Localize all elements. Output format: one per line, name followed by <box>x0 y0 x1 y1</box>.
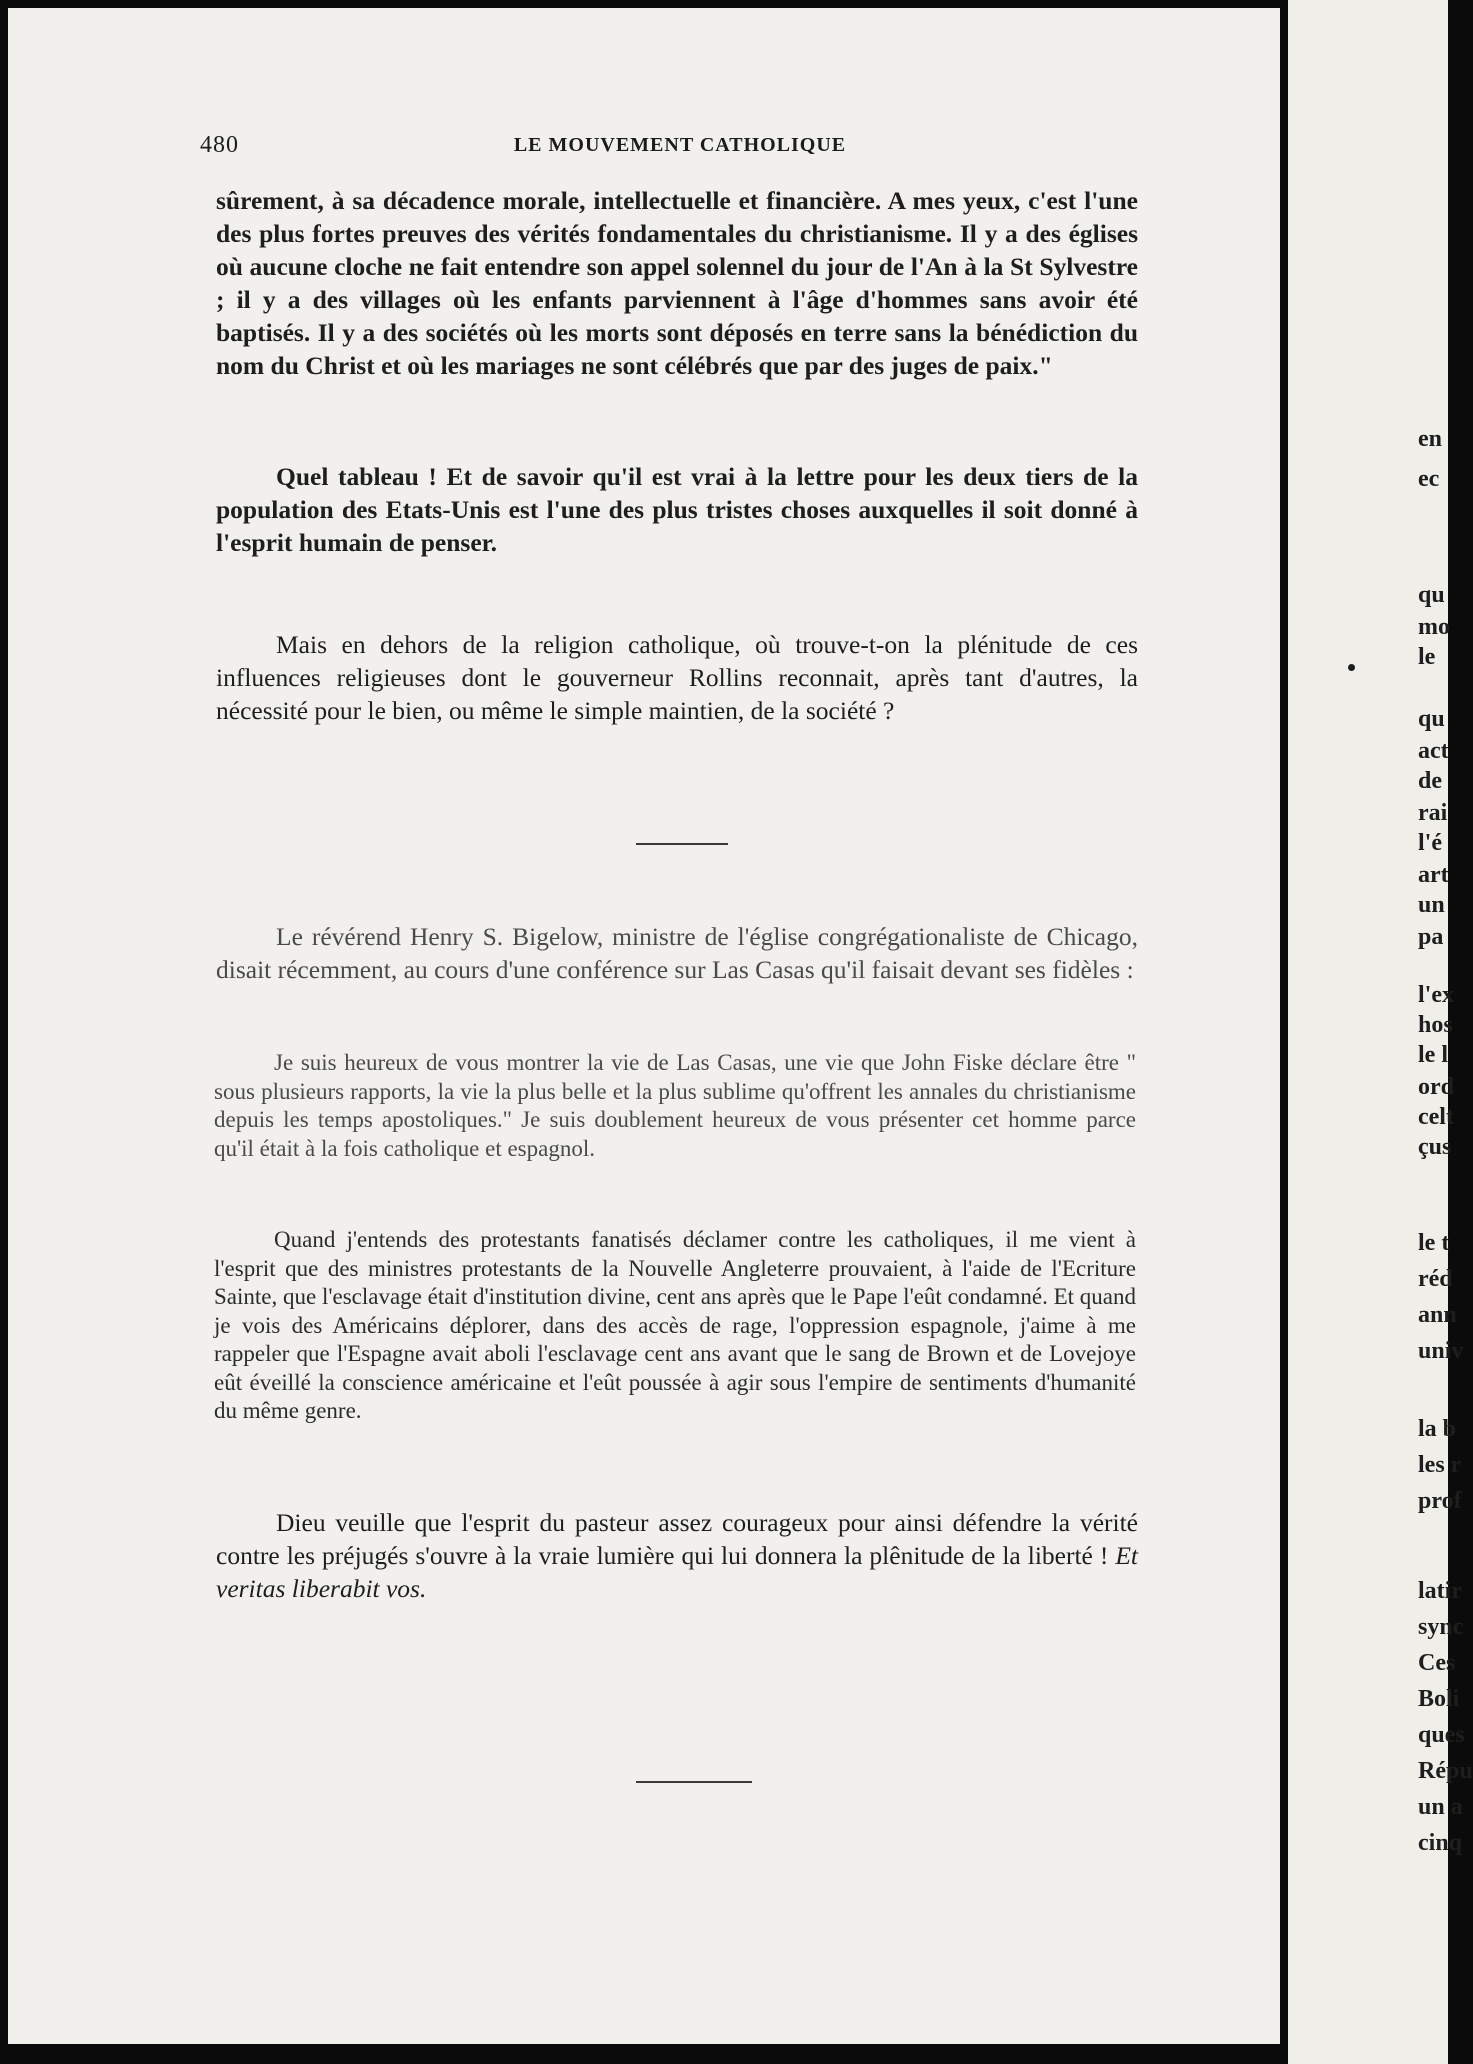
paragraph-quel-tableau: Quel tableau ! Et de savoir qu'il est vrai à la lettre pour les deux tiers de la population des Etats-Unis est l'une des plus tristes choses auxquelles il soit donné à l'esprit humain de penser. <box>216 462 1138 557</box>
facing-fragment: Répu <box>1418 1758 1473 1784</box>
facing-fragment: les r <box>1418 1452 1462 1478</box>
section-divider-bottom <box>636 1781 752 1783</box>
facing-fragment: latir <box>1418 1578 1462 1604</box>
facing-fragment: ques <box>1418 1722 1465 1748</box>
facing-fragment: hos <box>1418 1012 1453 1038</box>
paragraph-dieu-veuille <box>216 1506 1138 1605</box>
facing-fragment: ord <box>1418 1074 1454 1100</box>
facing-fragment: la b <box>1418 1416 1457 1442</box>
paragraph-religion-catholique: Mais en dehors de la religion catholique, où trouve-t-on la plénitude de ces influences religieuses dont le gouverneur Rollins reconnait, après tant d'autres, la nécessité pour le bien, ou même le simple maintien, de la société ? <box>216 630 1138 725</box>
facing-fragment: qu <box>1418 582 1445 608</box>
facing-fragment: act <box>1418 738 1449 764</box>
facing-fragment: l'ex <box>1418 982 1454 1008</box>
paragraph-quote-end: sûrement, à sa décadence morale, intellectuelle et financière. A mes yeux, c'est l'une des plus fortes preuves des vérités fondamentales du christianisme. Il y a des églises où aucune cloche ne fait entendre son appel solennel du jour de l'An à la St Sylvestre ; il y a des villages où les enfants parviennent à l'âge d'hommes sans avoir été baptisés. Il y a des sociétés où les morts sont déposés en terre sans la bénédiction du nom du Christ et où les mariages ne sont célébrés que par des juges de paix." <box>216 186 1138 380</box>
facing-fragment: univ <box>1418 1338 1464 1364</box>
facing-fragment: çus <box>1418 1134 1452 1160</box>
facing-fragment: cinq <box>1418 1830 1463 1856</box>
facing-fragment: un <box>1418 892 1445 918</box>
block-quote-protestants: Quand j'entends des protestants fanatisés déclamer contre les catholiques, il me vient à l'esprit que des ministres protestants de la Nouvelle Angleterre prouvaient, à l'aide de l'Ecriture Sainte, que l'esclavage était d'institution divine, cent ans après que le Pape l'eût condamné. Et quand je vois des Américains déplorer, dans des accès de rage, l'oppression espagnole, j'aime à me rappeler que l'Espagne avait aboli l'esclavage cent ans avant que le sang de Brown et de Lovejoye eût éveillé la conscience américaine et l'eût poussée à agir sous l'empire de sentiments d'humanité du même genre. <box>214 1227 1136 1423</box>
facing-fragment: Boli <box>1418 1686 1460 1712</box>
facing-fragment: qu <box>1418 706 1445 732</box>
page-number: 480 <box>200 132 239 158</box>
margin-dot-mark <box>1348 664 1355 671</box>
facing-fragment: ec <box>1418 466 1440 492</box>
facing-fragment: l'é <box>1418 830 1442 856</box>
facing-fragment: pa <box>1418 924 1444 950</box>
facing-fragment: le <box>1418 644 1436 670</box>
facing-fragment: celt <box>1418 1104 1454 1130</box>
facing-fragment: le t <box>1418 1230 1450 1256</box>
block-quote-las-casas: Je suis heureux de vous montrer la vie de Las Casas, une vie que John Fiske déclare être " sous plusieurs rapports, la vie la plus belle et la plus sublime qu'offrent les annales du christianisme depuis les temps apostoliques." Je suis doublement heureux de vous présenter cet homme parce qu'il était à la fois catholique et espagnol. <box>214 1050 1136 1161</box>
page-header <box>200 132 1160 166</box>
facing-fragment: le l <box>1418 1042 1448 1068</box>
facing-fragment: art <box>1418 862 1449 888</box>
facing-fragment: de <box>1418 768 1442 794</box>
latin-quotation: Et veritas liberabit vos. <box>216 1541 1138 1603</box>
section-divider-top <box>636 843 728 845</box>
facing-fragment: un a <box>1418 1794 1463 1820</box>
facing-fragment: mo <box>1418 614 1450 640</box>
facing-fragment: rai <box>1418 800 1448 826</box>
facing-fragment: Ces <box>1418 1650 1456 1676</box>
facing-fragment: prof <box>1418 1488 1462 1514</box>
running-title: LE MOUVEMENT CATHOLIQUE <box>513 134 847 156</box>
facing-fragment: en <box>1418 426 1442 452</box>
paragraph-bigelow-intro: Le révérend Henry S. Bigelow, ministre de l'église congrégationaliste de Chicago, disait récemment, au cours d'une conférence sur Las Casas qu'il faisait devant ses fidèles : <box>216 922 1138 984</box>
facing-fragment: ann <box>1418 1302 1457 1328</box>
facing-fragment: réd <box>1418 1266 1453 1292</box>
closing-text: Dieu veuille que l'esprit du pasteur assez courageux pour ainsi défendre la vérité contre les préjugés s'ouvre à la vraie lumière qui lui donnera la plênitude de la liberté ! <box>216 1508 1138 1570</box>
facing-fragment: sync <box>1418 1614 1464 1640</box>
